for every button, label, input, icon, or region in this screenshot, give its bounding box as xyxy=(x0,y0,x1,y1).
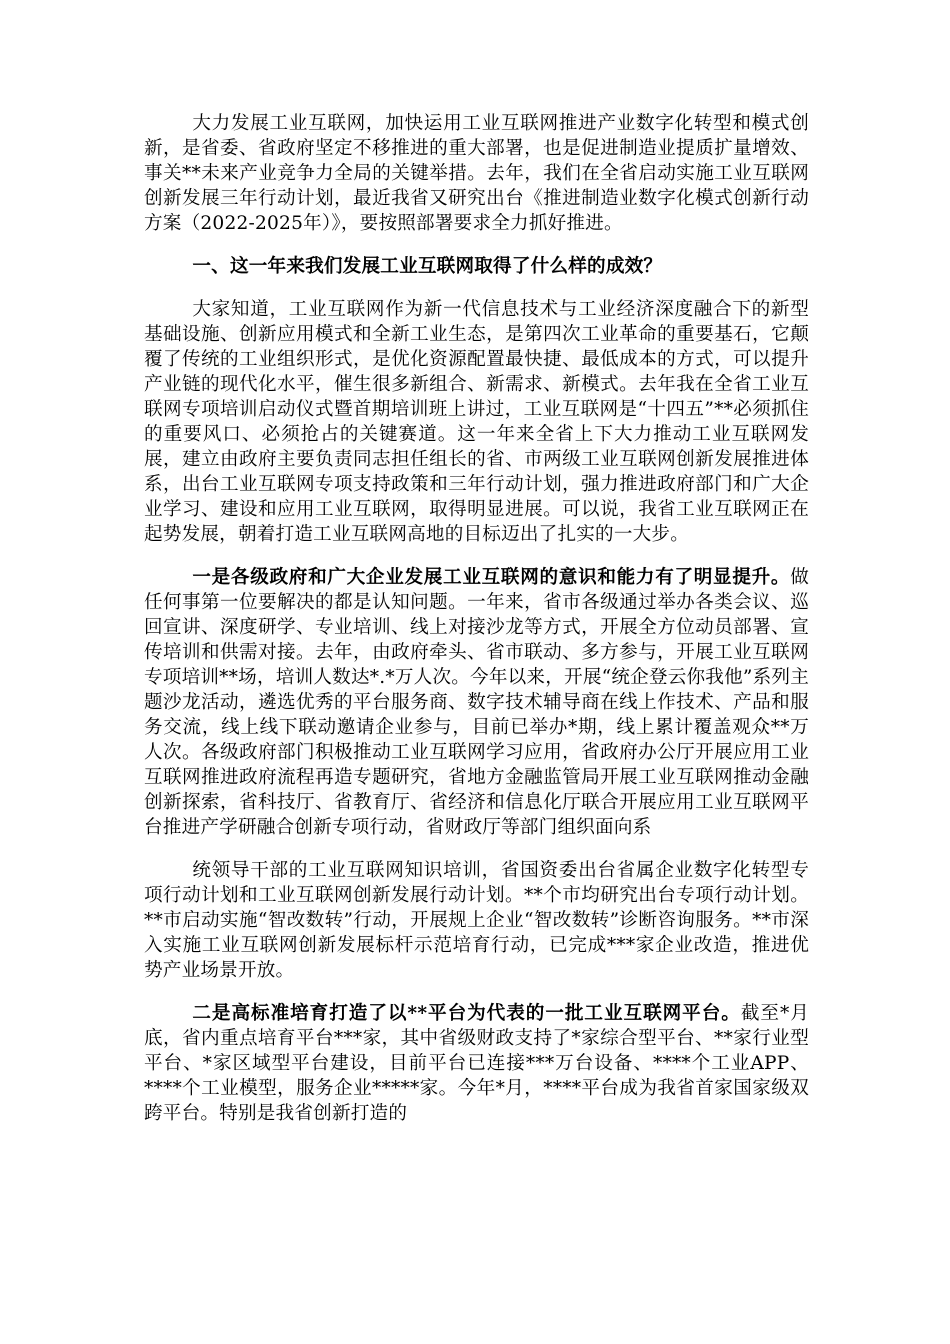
point-two-paragraph xyxy=(144,1001,809,1126)
section-body-paragraph: 大家知道，工业互联网作为新一代信息技术与工业经济深度融合下的新型基础设施、创新应用模式和全新工业生态，是第四次工业革命的重要基石，它颠覆了传统的工业组织形式，是优化资源配置最快捷、最低成本的方式，可以提升产业链的现代化水平，催生很多新组合、新需求、新模式。去年我在全省工业互联网专项培训启动仪式暨首期培训班上讲过，工业互联网是“十四五”**必须抓住的重要风口、必须抢占的关键赛道。这一年来全省上下大力推动工业互联网发展，建立由政府主要负责同志担任组长的省、市两级工业互联网创新发展推进体系，出台工业互联网专项支持政策和三年行动计划，强力推进政府部门和广大企业学习、建设和应用工业互联网，取得明显进展。可以说，我省工业互联网正在起势发展，朝着打造工业互联网高地的目标迈出了扎实的一大步。 xyxy=(144,299,809,545)
point-one-continued-paragraph: 统领导干部的工业互联网知识培训，省国资委出台省属企业数字化转型专项行动计划和工业互联网创新发展行动计划。**个市均研究出台专项行动计划。**市启动实施“智改数转”行动，开展规上企业“智改数转”诊断咨询服务。**市深入实施工业互联网创新发展标杆示范培育行动，已完成***家企业改造，推进优势产业场景开放。 xyxy=(144,860,809,981)
section-heading-achievements: 一、这一年来我们发展工业互联网取得了什么样的成效？ xyxy=(192,256,663,277)
document-page xyxy=(144,111,809,1144)
point-one-paragraph xyxy=(144,565,809,840)
point-one-body: 做任何事第一位要解决的都是认知问题。一年来，省市各级通过举办各类会议、巡回宣讲、深度研学、专业培训、线上对接沙龙等方式，开展全方位动员部署、宣传培训和供需对接。去年，由政府牵头、省市联动、多方参与，开展工业互联网专项培训**场，培训人数达*.*万人次。今年以来，开展“统企登云你我他”系列主题沙龙活动，遴选优秀的平台服务商、数字技术辅导商在线上作技术、产品和服务交流，线上线下联动邀请企业参与，目前已举办*期，线上累计覆盖观众**万人次。各级政府部门积极推动工业互联网学习应用，省政府办公厅开展应用工业互联网推进政府流程再造专题研究，省地方金融监管局开展工业互联网推动金融创新探索，省科技厅、省教育厅、省经济和信息化厅联合开展应用工业互联网平台推进产学研融合创新专项行动，省财政厅等部门组织面向系 xyxy=(144,567,809,838)
intro-paragraph: 大力发展工业互联网，加快运用工业互联网推进产业数字化转型和模式创新，是省委、省政府坚定不移推进的重大部署，也是促进制造业提质扩量增效、事关**未来产业竞争力全局的关键举措。去年，我们在全省启动实施工业互联网创新发展三年行动计划，最近我省又研究出台《推进制造业数字化模式创新行动方案（2022-2025年）》，要按照部署要求全力抓好推进。 xyxy=(144,113,809,234)
point-one-lead: 一是各级政府和广大企业发展工业互联网的意识和能力有了明显提升。 xyxy=(192,567,791,588)
point-two-body: 截至*月底，省内重点培育平台***家，其中省级财政支持了*家综合型平台、**家行业型平台、*家区域型平台建设，目前平台已连接***万台设备、****个工业APP、****个工业模型，服务企业*****家。今年*月，****平台成为我省首家国家级双跨平台。特别是我省创新打造的 xyxy=(144,1003,809,1124)
point-two-lead: 二是高标准培育打造了以**平台为代表的一批工业互联网平台。 xyxy=(192,1003,741,1024)
